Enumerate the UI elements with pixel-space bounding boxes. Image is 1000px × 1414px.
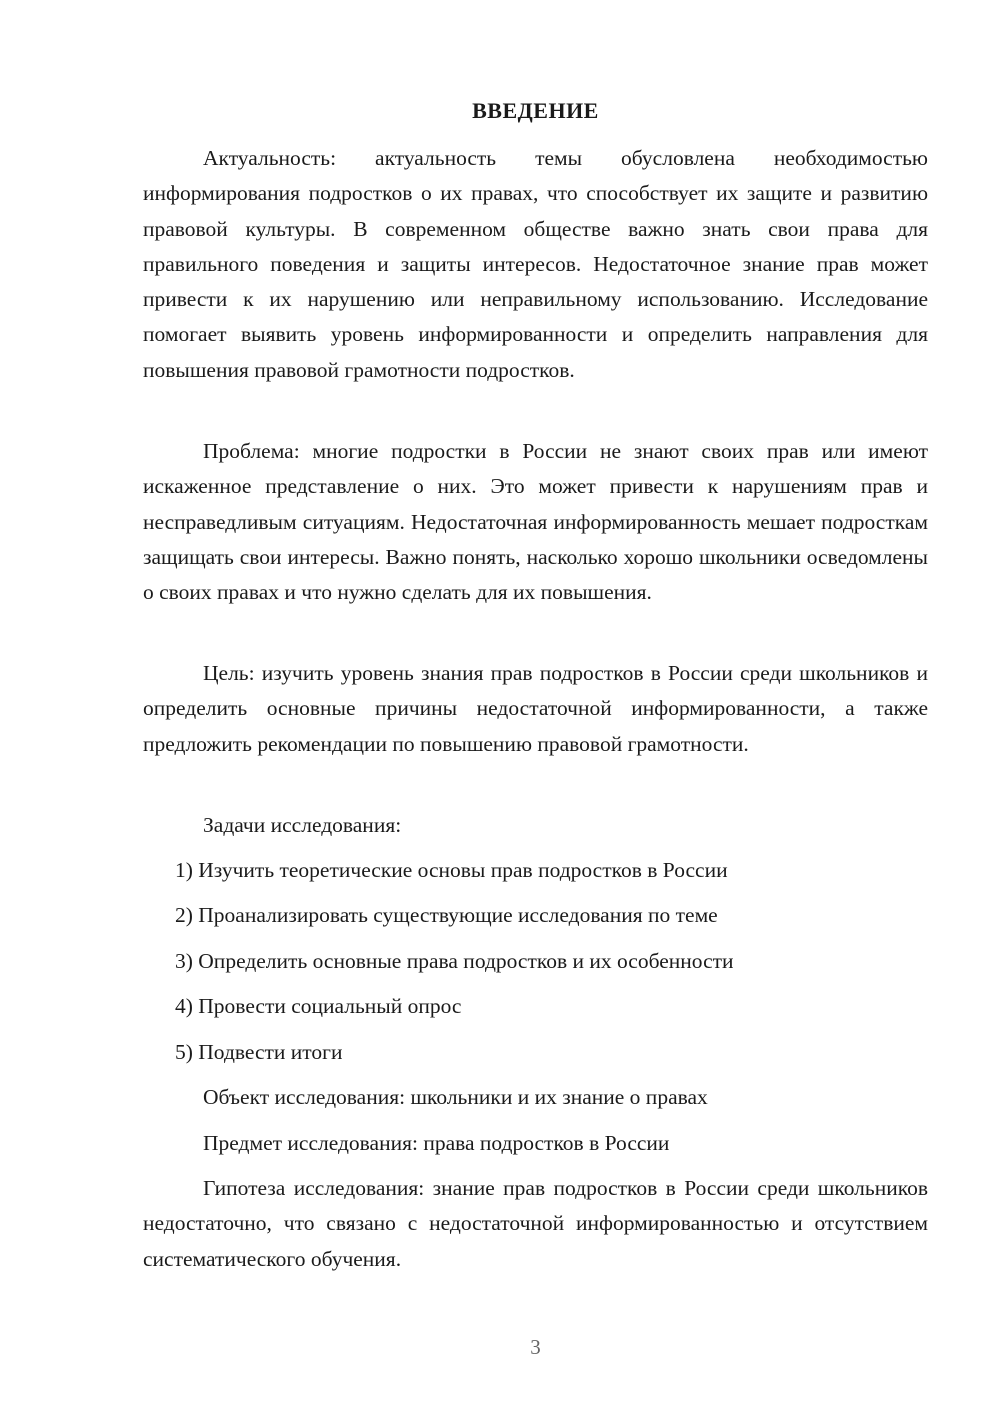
list-item: 4) Провести социальный опрос	[175, 994, 462, 1018]
page-number: 3	[530, 1335, 541, 1359]
object-line: Объект исследования: школьники и их знание о правах	[203, 1085, 708, 1109]
list-item: 2) Проанализировать существующие исследования по теме	[175, 903, 718, 927]
hypothesis-paragraph: Гипотеза исследования: знание прав подростков в России среди школьников недостаточно, что связано с недостаточной информированностью и отсутствием систематического обучения.	[143, 1176, 928, 1271]
relevance-paragraph: Актуальность: актуальность темы обусловлена необходимостью информирования подростков о их правах, что способствует их защите и развитию правовой культуры. В современном обществе важно знать свои права для правильного поведения и защиты интересов. Недостаточное знание прав может привести к их нарушению или неправильному использованию. Исследование помогает выявить уровень информированности и определить направления для повышения правовой грамотности подростков.	[143, 146, 928, 382]
page-title: ВВЕДЕНИЕ	[472, 98, 599, 123]
list-item: 3) Определить основные права подростков и их особенности	[175, 949, 734, 973]
list-item: 5) Подвести итоги	[175, 1040, 343, 1064]
subject-line: Предмет исследования: права подростков в России	[203, 1131, 670, 1155]
goal-paragraph: Цель: изучить уровень знания прав подростков в России среди школьников и определить основные причины недостаточной информированности, а также предложить рекомендации по повышению правовой грамотности.	[143, 661, 928, 756]
tasks-heading: Задачи исследования:	[203, 813, 402, 837]
problem-paragraph: Проблема: многие подростки в России не знают своих прав или имеют искаженное представление о них. Это может привести к нарушениям прав и несправедливым ситуациям. Недостаточная информированность мешает подросткам защищать свои интересы. Важно понять, насколько хорошо школьники осведомлены о своих правах и что нужно сделать для их повышения.	[143, 439, 928, 605]
list-item: 1) Изучить теоретические основы прав подростков в России	[175, 858, 728, 882]
